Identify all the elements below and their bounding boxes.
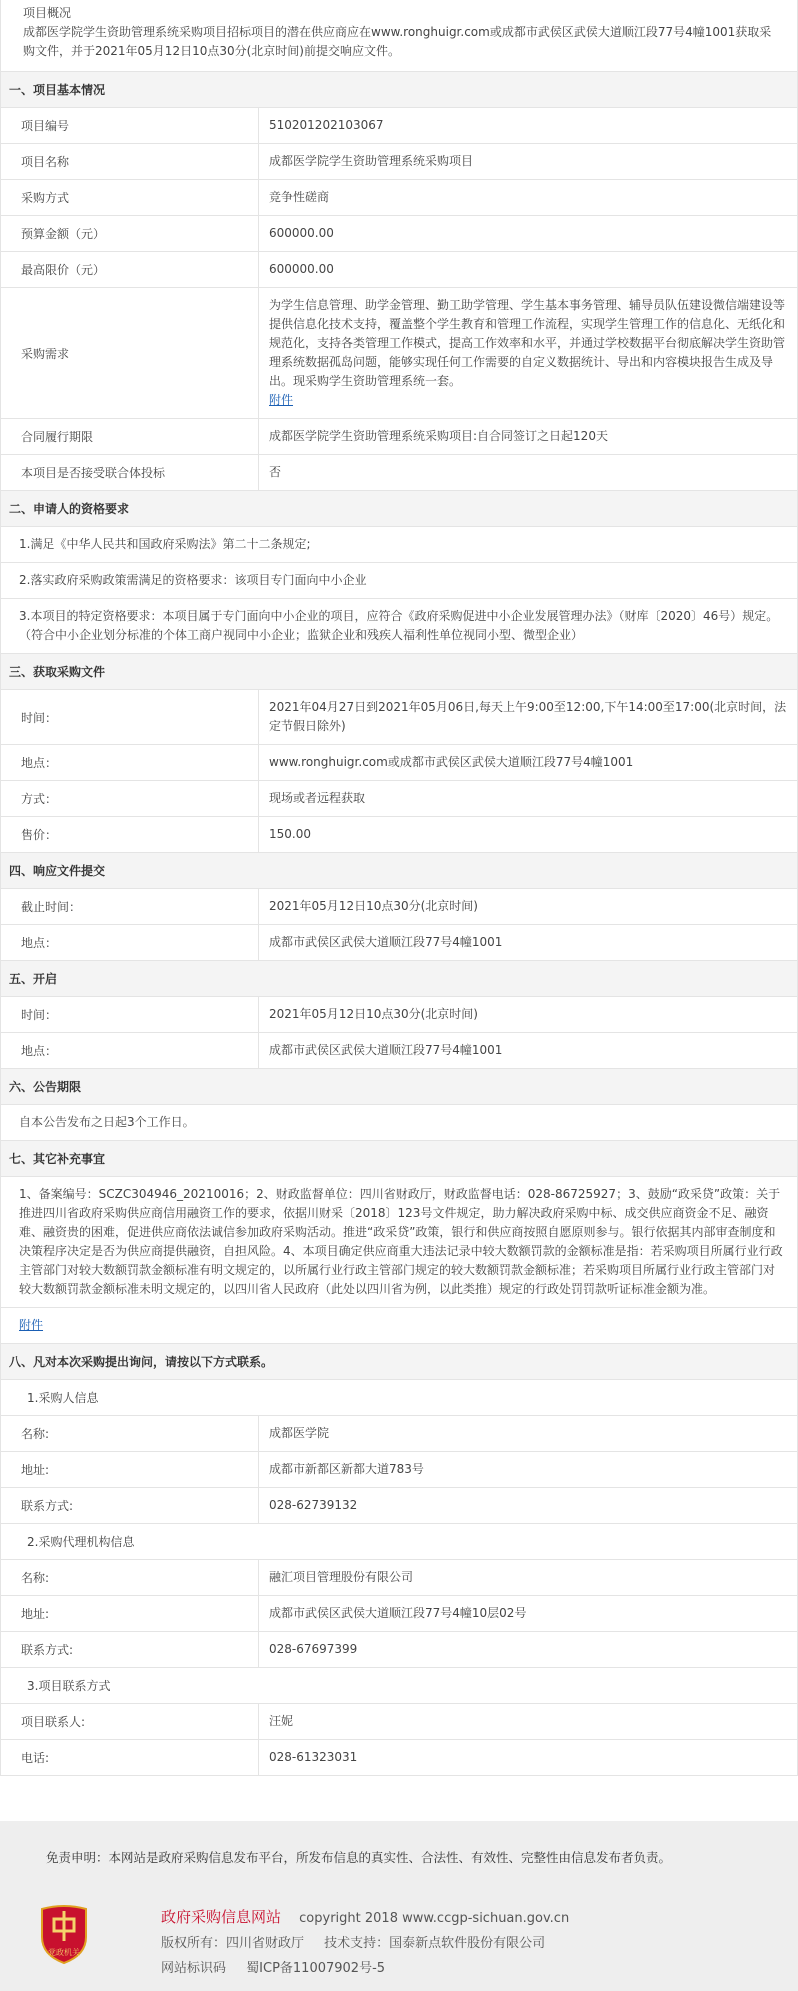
table-row (1, 744, 797, 780)
table-row (1, 1559, 797, 1595)
footer-info (161, 1905, 569, 1981)
overview-text: 成都医学院学生资助管理系统采购项目招标项目的潜在供应商应在www.ronghuigr.com或成都市武侯区武侯大道顺江段77号4幢1001获取采购文件，并于2021年05月12日10点30分(北京时间)前提交响应文件。 (23, 25, 772, 58)
field-label: 地点： (1, 1033, 259, 1068)
owner-text: 版权所有：四川省财政厅 (161, 1936, 305, 1951)
footer-line (161, 1905, 569, 1931)
table-row (1, 1595, 797, 1631)
field-label: 名称: (1, 1560, 259, 1595)
project-overview (1, 0, 797, 71)
field-value: 600000.00 (269, 262, 334, 276)
seal-label: 党政机关 (48, 1948, 80, 1957)
field-value: 2021年04月27日到2021年05月06日,每天上午9:00至12:00,下午14:00至17:00(北京时间，法定节假日除外) (269, 700, 787, 733)
field-value: 成都市武侯区武侯大道顺江段77号4幢10层02号 (269, 1606, 527, 1620)
field-value: 竞争性磋商 (269, 190, 330, 204)
table-row (1, 1487, 797, 1523)
table-row (1, 996, 797, 1032)
field-label: 合同履行期限 (1, 419, 259, 454)
section-title: 八、凡对本次采购提出询问，请按以下方式联系。 (1, 1343, 797, 1379)
supplementary-text: 1、备案编号：SCZC304946_20210016；2、财政监督单位：四川省财政厅，财政监督电话：028-86725927；3、鼓励“政采贷”政策：关于推进四川省政府采购供应商信用融资工作的要求，依据川财采〔2018〕123号文件规定，助力解决政府采购中标、成交供应商资金不足、融资难、融资贵的困难，促进供应商依法诚信参加政府采购活动。推进“政采贷”政策，银行和供应商按照自愿原则参与。银行依据其内部审查制度和决策程序决定是否为供应商提供融资，自担风险。4、本项目确定供应商重大违法记录中较大数额罚款的金额标准是指：若采购项目所属行业行政主管部门对较大数额罚款金额标准有明文规定的，以所属行业行政主管部门规定的较大数额罚款金额标准；若采购项目所属行业行政主管部门对较大数额罚款金额标准未明文规定的，以四川省人民政府（此处以四川省为例，以此类推）规定的行政处罚罚款听证标准金额为准。 (1, 1176, 797, 1307)
field-value: 510201202103067 (269, 118, 384, 132)
field-value (259, 288, 797, 418)
table-row (1, 215, 797, 251)
site-brand-link[interactable]: 政府采购信息网站 (161, 1908, 282, 1926)
section-title: 二、申请人的资格要求 (1, 490, 797, 526)
field-label: 采购需求 (1, 288, 259, 418)
field-label: 电话: (1, 1740, 259, 1775)
table-row (1, 780, 797, 816)
field-value: 汪妮 (269, 1714, 294, 1728)
field-value: 2021年05月12日10点30分(北京时间) (269, 1007, 478, 1021)
field-value: 成都市武侯区武侯大道顺江段77号4幢1001 (269, 1043, 503, 1057)
field-value: 150.00 (269, 827, 311, 841)
section-title: 四、响应文件提交 (1, 852, 797, 888)
table-row (1, 1415, 797, 1451)
field-label: 地址: (1, 1596, 259, 1631)
table-row (1, 1703, 797, 1739)
field-value: 成都医学院 (269, 1426, 330, 1440)
field-value: 融汇项目管理股份有限公司 (269, 1570, 414, 1584)
section-title: 七、其它补充事宜 (1, 1140, 797, 1176)
field-label: 联系方式: (1, 1488, 259, 1523)
field-value: 成都市新都区新都大道783号 (269, 1462, 424, 1476)
procurement-demand-text: 为学生信息管理、助学金管理、勤工助学管理、学生基本事务管理、辅导员队伍建设微信端建设等提供信息化技术支持，覆盖整个学生教育和管理工作流程，实现学生管理工作的信息化、无纸化和规范化，支持各类管理工作模式，提高工作效率和水平，并通过学校数据平台彻底解决学生资助管理系统数据孤岛问题，能够实现任何工作需要的自定义数据统计、导出和内容模块报告生成及导出。现采购学生资助管理系统一套。 (269, 298, 786, 388)
field-value: 028-62739132 (269, 1498, 358, 1512)
table-row (1, 251, 797, 287)
field-value: 否 (269, 465, 282, 479)
footer-line (161, 1956, 569, 1981)
field-label: 售价： (1, 817, 259, 852)
table-row (1, 143, 797, 179)
table-row (1, 888, 797, 924)
table-row (1, 1739, 797, 1776)
field-label: 本项目是否接受联合体投标 (1, 455, 259, 490)
contact-group-title: 3.项目联系方式 (1, 1667, 797, 1703)
field-label: 项目名称 (1, 144, 259, 179)
section-title: 六、公告期限 (1, 1068, 797, 1104)
table-row (1, 816, 797, 852)
table-row (1, 287, 797, 418)
attachment-link[interactable]: 附件 (19, 1318, 44, 1332)
disclaimer-text: 免责申明：本网站是政府采购信息发布平台，所发布信息的真实性、合法性、有效性、完整性由信息发布者负责。 (46, 1850, 672, 1865)
field-label: 地址: (1, 1452, 259, 1487)
field-label: 采购方式 (1, 180, 259, 215)
field-label: 截止时间： (1, 889, 259, 924)
table-row (1, 1451, 797, 1487)
section-title: 三、获取采购文件 (1, 653, 797, 689)
qualification-item: 2.落实政府采购政策需满足的资格要求：该项目专门面向中小企业 (1, 562, 797, 598)
field-value: 成都医学院学生资助管理系统采购项目:自合同签订之日起120天 (269, 429, 608, 443)
qualification-item: 3.本项目的特定资格要求：本项目属于专门面向中小企业的项目，应符合《政府采购促进中小企业发展管理办法》（财库〔2020〕46号）规定。（符合中小企业划分标准的个体工商户视同中小企业；监狱企业和残疾人福利性单位视同小型、微型企业） (1, 598, 797, 653)
icp-link[interactable]: 蜀ICP备11007902号-5 (246, 1961, 386, 1976)
field-label: 预算金额（元） (1, 216, 259, 251)
section-title: 一、项目基本情况 (1, 71, 797, 107)
footer-line (161, 1931, 569, 1956)
field-value: 028-67697399 (269, 1642, 358, 1656)
field-label: 名称: (1, 1416, 259, 1451)
table-row (1, 1631, 797, 1667)
party-government-seal-icon[interactable] (38, 1903, 90, 1965)
qualification-item: 1.满足《中华人民共和国政府采购法》第二十二条规定; (1, 526, 797, 562)
field-value: 028-61323031 (269, 1750, 358, 1764)
seal-graphic (38, 1903, 90, 1965)
attachment-link[interactable]: 附件 (269, 393, 294, 407)
field-value: 成都医学院学生资助管理系统采购项目 (269, 154, 474, 168)
notice-period-text: 自本公告发布之日起3个工作日。 (1, 1104, 797, 1140)
field-value: www.ronghuigr.com或成都市武侯区武侯大道顺江段77号4幢1001 (269, 755, 634, 769)
table-row (1, 454, 797, 490)
field-label: 地点： (1, 925, 259, 960)
site-id-text: 网站标识码 (161, 1961, 227, 1976)
contact-group-title: 2.采购代理机构信息 (1, 1523, 797, 1559)
field-label: 地点： (1, 745, 259, 780)
tech-support-text: 技术支持：国泰新点软件股份有限公司 (324, 1936, 546, 1951)
section-title: 五、开启 (1, 960, 797, 996)
site-footer (0, 1821, 798, 1991)
table-row (1, 179, 797, 215)
field-value: 600000.00 (269, 226, 334, 240)
table-row (1, 1032, 797, 1068)
attachment-row (1, 1307, 797, 1343)
table-row (1, 107, 797, 143)
field-label: 项目编号 (1, 108, 259, 143)
field-label: 联系方式: (1, 1632, 259, 1667)
field-value: 成都市武侯区武侯大道顺江段77号4幢1001 (269, 935, 503, 949)
table-row (1, 689, 797, 744)
contact-group-title: 1.采购人信息 (1, 1379, 797, 1415)
copyright-text: copyright 2018 www.ccgp-sichuan.gov.cn (299, 1911, 570, 1926)
table-row (1, 924, 797, 960)
field-label: 最高限价（元） (1, 252, 259, 287)
field-label: 项目联系人: (1, 1704, 259, 1739)
field-label: 方式： (1, 781, 259, 816)
field-label: 时间： (1, 690, 259, 744)
overview-title: 项目概况 (23, 6, 72, 20)
field-label: 时间： (1, 997, 259, 1032)
field-value: 现场或者远程获取 (269, 791, 366, 805)
field-value: 2021年05月12日10点30分(北京时间) (269, 899, 478, 913)
table-row (1, 418, 797, 454)
